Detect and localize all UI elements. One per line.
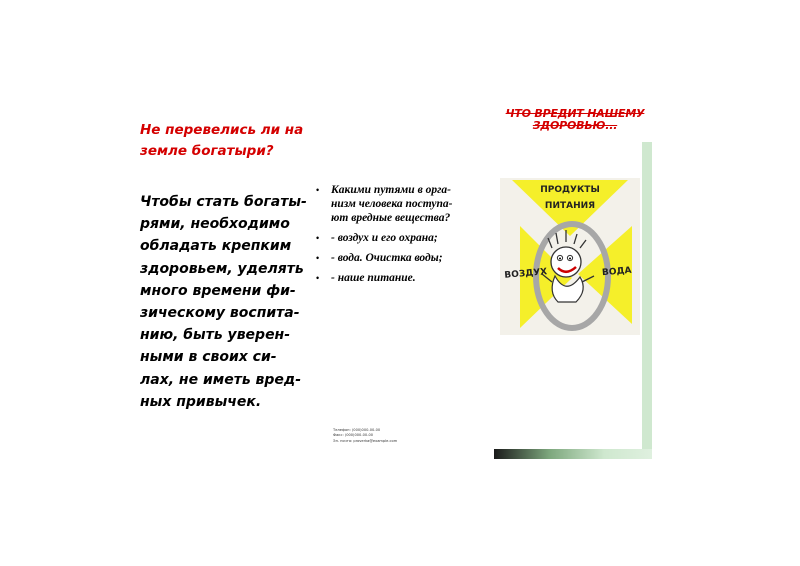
list-item-line: • - воздух и его охрана; [331,232,438,244]
right-panel-title [500,108,650,131]
list-item [316,271,481,285]
list-item [316,231,481,245]
list-item-line: • Какими путями в орга- [331,184,451,196]
paragraph-line: лах, не иметь вред- [140,371,302,388]
paragraph-line: Чтобы стать богаты- [140,194,307,210]
food-label-line1: ПРОДУКТЫ [540,185,600,195]
paragraph-line: обладать крепким [140,238,292,255]
water-label: ВОДА [601,265,632,279]
list-item-line: • - вода. Очистка воды; [331,252,443,264]
right-title-line: ЗДОРОВЬЮ... [532,118,618,132]
list-item-line: ют вредные вещества? [331,212,451,224]
paragraph-line: ными в своих си- [140,349,277,366]
food-label-line2: ПИТАНИЯ [544,201,596,211]
phone-line: Телефон: (000)000-00-00 [333,428,381,432]
decorative-frame-right [642,142,652,455]
list-item-line: низм человека поступа- [331,198,453,210]
right-title-line: ЧТО ВРЕДИТ НАШЕМУ [505,107,645,120]
left-panel-paragraph [140,191,307,413]
left-panel-title [140,120,320,162]
paragraph-line: нию, быть уверен- [140,327,291,344]
paragraph-line: здоровьем, уделять [140,260,304,277]
left-title-line: земле богатыри? [140,143,274,159]
paragraph-line: рями, необходимо [140,216,290,233]
paragraph-line: ных привычек. [140,393,262,410]
paragraph-line: зическому воспита- [140,305,300,322]
fax-line: Факс: (000)000-00-00 [333,433,374,438]
email-line[interactable]: Эл. почта: proverka@example.com [333,438,398,443]
decorative-frame-bottom [494,449,652,459]
air-label: ВОЗДУХ [504,267,548,281]
list-item [316,183,481,225]
paragraph-line: много времени фи- [140,282,296,299]
list-item-line: • - наше питание. [331,272,416,284]
contact-info [333,428,397,444]
harmful-paths-list [316,183,481,291]
list-item [316,251,481,265]
health-threats-illustration [500,178,640,335]
left-title-line: Не перевелись ли на [140,122,304,138]
